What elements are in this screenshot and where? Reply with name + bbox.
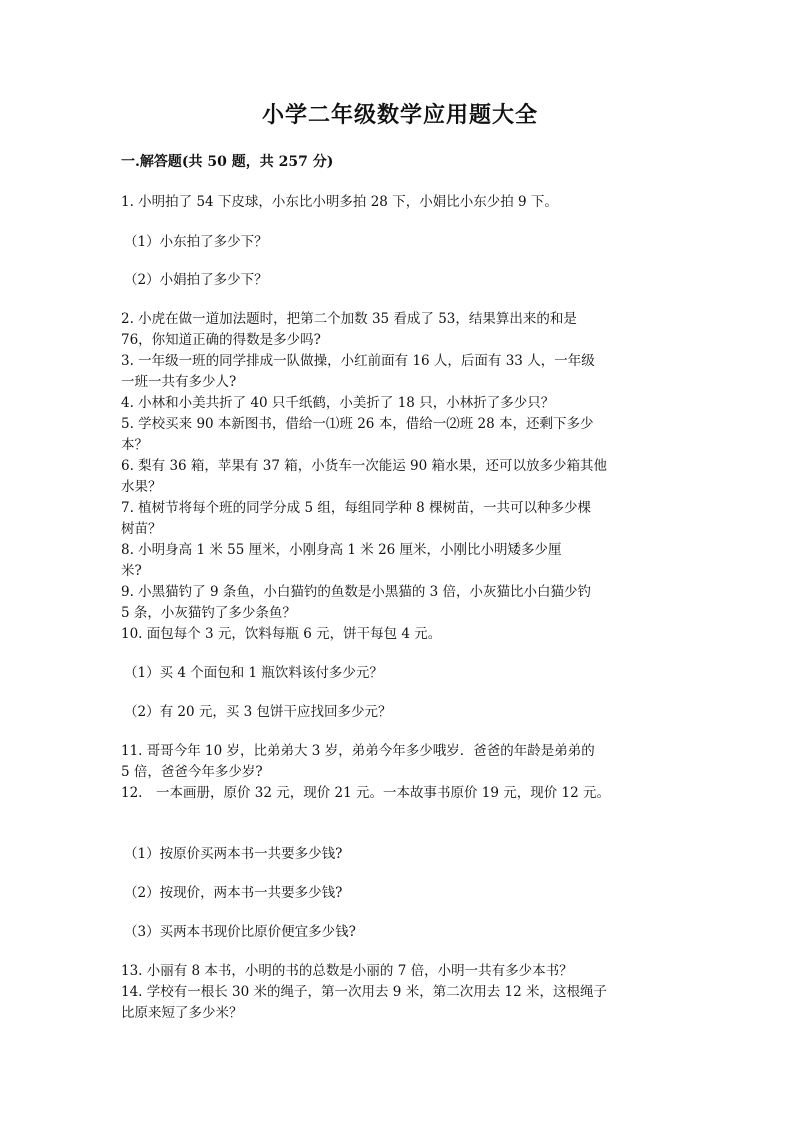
question-14-line-2: 比原来短了多少米？ [121,1005,243,1021]
question-12-line-1: 12. 一本画册，原价 32 元，现价 21 元。一本故事书原价 19 元，现价 12 元。 [121,785,611,801]
question-2-line-1: 2. 小虎在做一道加法题时，把第二个加数 35 看成了 53，结果算出来的和是 [121,311,577,327]
question-7-line-2: 树苗？ [121,521,162,537]
question-4-line-1: 4. 小林和小美共折了 40 只千纸鹤，小美折了 18 只，小林折了多少只？ [121,395,555,411]
question-6-line-1: 6. 梨有 36 箱，苹果有 37 箱，小货车一次能运 90 箱水果，还可以放多少箱其他 [121,458,607,474]
question-12-sub-1: （1）按原价买两本书一共要多少钱? [124,846,343,862]
question-2-line-2: 76，你知道正确的得数是多少吗? [121,332,321,348]
question-1-sub-2: （2）小娟拍了多少下？ [124,272,268,288]
question-3-line-1: 3. 一年级一班的同学排成一队做操，小红前面有 16 人，后面有 33 人，一年级 [121,353,595,369]
question-10-sub-2: （2）有 20 元，买 3 包饼干应找回多少元？ [124,704,392,720]
question-10-line-1: 10. 面包每个 3 元，饮料每瓶 6 元，饼干每包 4 元。 [121,626,442,642]
question-11-line-2: 5 倍，爸爸今年多少岁? [121,764,263,780]
question-8-line-2: 米? [121,563,142,579]
question-10-sub-1: （1）买 4 个面包和 1 瓶饮料该付多少元？ [124,665,383,681]
question-7-line-1: 7. 植树节将每个班的同学分成 5 组，每组同学种 8 棵树苗，一共可以种多少棵 [121,500,592,516]
question-11-line-1: 11. 哥哥今年 10 岁，比弟弟大 3 岁，弟弟今年多少哦岁．爸爸的年龄是弟弟的 [121,743,595,759]
question-14-line-1: 14. 学校有一根长 30 米的绳子，第一次用去 9 米，第二次用去 12 米，这根绳子 [121,984,607,1000]
question-9-line-1: 9. 小黑猫钓了 9 条鱼，小白猫钓的鱼数是小黑猫的 3 倍，小灰猫比小白猫少钓 [121,584,592,600]
question-12-sub-2: （2）按现价，两本书一共要多少钱? [124,885,343,901]
question-3-line-2: 一班一共有多少人? [121,374,237,390]
question-6-line-2: 水果？ [121,479,162,495]
page-title: 小学二年级数学应用题大全 [261,102,538,128]
question-9-line-2: 5 条，小灰猫钓了多少条鱼？ [121,605,296,621]
question-1-line-1: 1. 小明拍了 54 下皮球，小东比小明多拍 28 下，小娟比小东少拍 9 下。 [121,194,558,210]
question-5-line-2: 本？ [121,437,148,453]
question-8-line-1: 8. 小明身高 1 米 55 厘米，小刚身高 1 米 26 厘米，小刚比小明矮多少厘 [121,542,562,558]
question-12-sub-3: （3）买两本书现价比原价便宜多少钱? [124,924,356,940]
question-5-line-1: 5. 学校买来 90 本新图书，借给一⑴班 26 本，借给一⑵班 28 本，还剩下多少 [121,416,594,432]
section-heading: 一.解答题(共 50 题，共 257 分) [121,154,334,170]
question-13-line-1: 13. 小丽有 8 本书，小明的书的总数是小丽的 7 倍，小明一共有多少本书？ [121,963,573,979]
question-1-sub-1: （1）小东拍了多少下？ [124,234,268,250]
